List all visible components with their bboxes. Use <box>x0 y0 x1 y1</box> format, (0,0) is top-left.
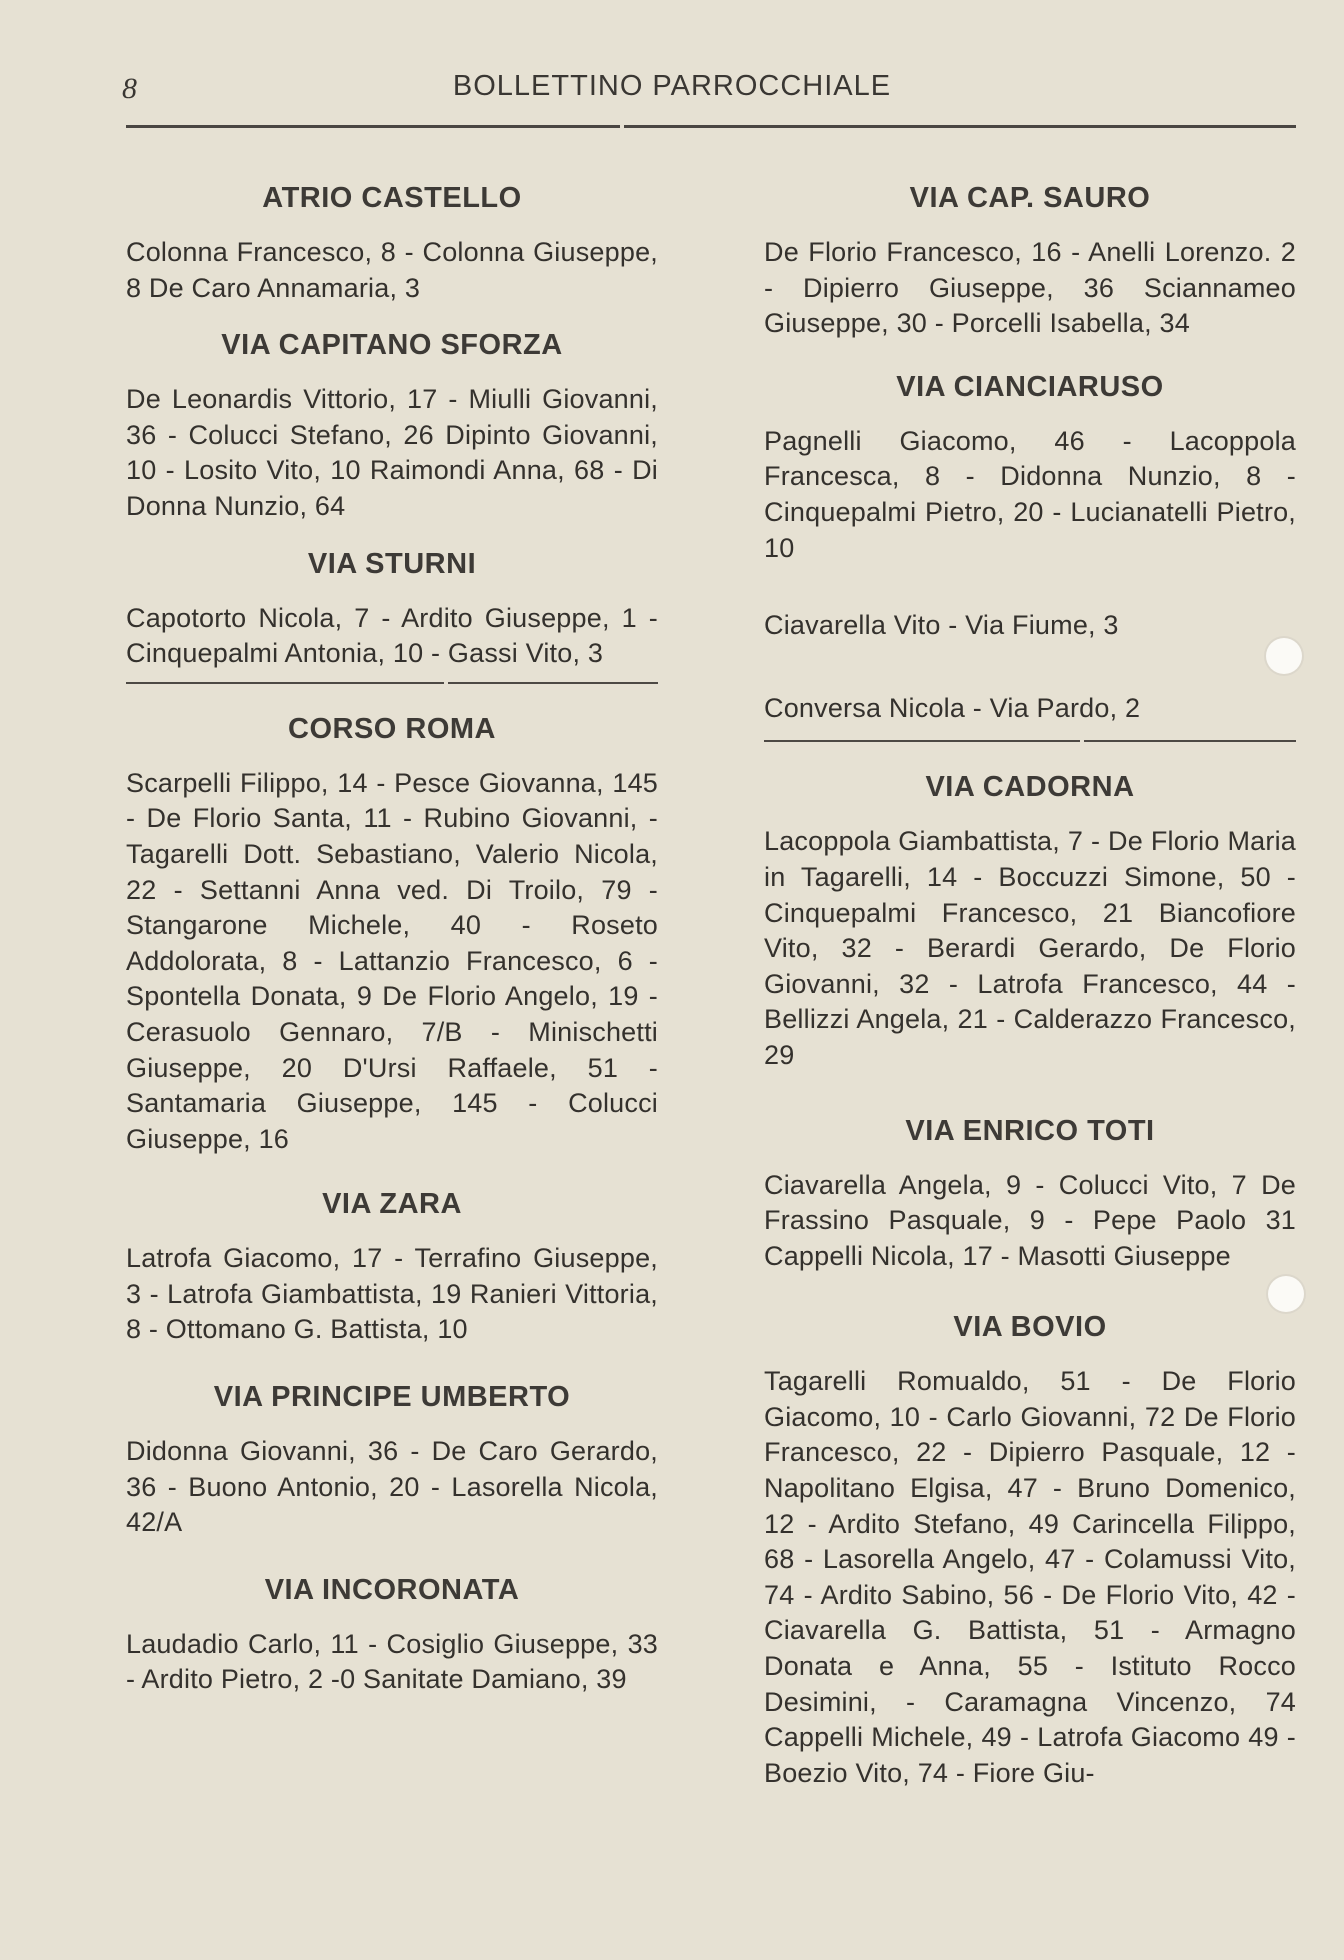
resident-list: Capotorto Nicola, 7 - Ardito Giuseppe, 1 - Cinquepalmi Antonia, 10 - Gassi Vito, 3 <box>126 602 658 669</box>
section-via-bovio <box>764 1304 1296 1791</box>
resident-list: Colonna Francesco, 8 - Colonna Giuseppe, 8 De Caro Annamaria, 3 <box>126 237 658 303</box>
resident-list: Pagnelli Giacomo, 46 - Lacoppola Francesca, 8 - Didonna Nunzio, 8 - Cinquepalmi Pietro, 20 - Lucianatelli Pietro, 10 <box>764 425 1296 563</box>
resident-list: Laudadio Carlo, 11 - Cosiglio Giuseppe, 33 - Ardito Pietro, 2 -0 Sanitate Damiano, 39 <box>126 1628 658 1695</box>
section-atrio-castello <box>126 175 658 306</box>
address-line: Ciavarella Vito - Via Fiume, 3 <box>764 610 1119 641</box>
resident-list: De Leonardis Vittorio, 17 - Miulli Giovanni, 36 - Colucci Stefano, 26 Dipinto Giovanni, 10 - Losito Vito, 10 Raimondi Anna, 68 - Di Donna Nunzio, 64 <box>126 384 658 521</box>
punch-hole <box>1266 638 1302 674</box>
resident-list: Ciavarella Angela, 9 - Colucci Vito, 7 De Frassino Pasquale, 9 - Pepe Paolo 31 Cappelli Nicola, 17 - Masotti Giuseppe <box>764 1169 1296 1271</box>
header-rule-left <box>126 125 620 128</box>
street-heading: VIA INCORONATA <box>264 1573 520 1606</box>
resident-list: Scarpelli Filippo, 14 - Pesce Giovanna, 145 - De Florio Santa, 11 - Rubino Giovanni, - Tagarelli Dott. Sebastiano, Valerio Nicola, 22 - Settanni Anna ved. Di Troilo, 79 - Stangarone Michele, 40 - Roseto Addolorata, 8 - Lattanzio Francesco, 6 - Spontella Donata, 9 De Florio Angelo, 19 - Cerasuolo Gennaro, 7/B - Minischetti Giuseppe, 20 D'Ursi Raffaele, 51 - Santamaria Giuseppe, 145 - Colucci Giuseppe, 16 <box>126 767 658 1154</box>
street-heading: CORSO ROMA <box>288 712 496 745</box>
section-divider <box>126 682 658 684</box>
street-heading: VIA BOVIO <box>953 1311 1107 1344</box>
section-via-capitano-sforza <box>126 322 658 524</box>
street-heading: VIA CIANCIARUSO <box>896 370 1164 403</box>
section-via-zara <box>126 1181 658 1348</box>
resident-list: Latrofa Giacomo, 17 - Terrafino Giuseppe, 3 - Latrofa Giambattista, 19 Ranieri Vittoria, 8 - Ottomano G. Battista, 10 <box>126 1243 658 1345</box>
address-line: Conversa Nicola - Via Pardo, 2 <box>764 692 1141 723</box>
section-via-enrico-toti <box>764 1108 1296 1275</box>
street-heading: VIA CADORNA <box>925 771 1135 804</box>
resident-list: De Florio Francesco, 16 - Anelli Lorenzo. 2 - Dipierro Giuseppe, 36 Sciannameo Giuseppe, 30 - Porcelli Isabella, 34 <box>764 237 1296 339</box>
left-column <box>126 175 658 1698</box>
street-heading: VIA CAP. SAURO <box>909 182 1151 214</box>
section-via-incoronata <box>126 1567 658 1698</box>
running-head: BOLLETTINO PARROCCHIALE <box>452 70 892 102</box>
street-heading: ATRIO CASTELLO <box>262 182 522 214</box>
street-heading: VIA STURNI <box>307 547 477 580</box>
resident-list: Didonna Giovanni, 36 - De Caro Gerardo, 36 - Buono Antonio, 20 - Lasorella Nicola, 42/A <box>126 1436 658 1538</box>
section-via-principe-umberto <box>126 1374 658 1541</box>
section-divider <box>764 740 1296 742</box>
section-via-cadorna <box>764 764 1296 1073</box>
header-rule-right <box>624 125 1296 128</box>
section-corso-roma <box>126 706 658 1158</box>
street-heading: VIA PRINCIPE UMBERTO <box>213 1381 571 1414</box>
street-heading: VIA CAPITANO SFORZA <box>221 329 563 362</box>
section-via-cianciaruso <box>764 364 1296 566</box>
resident-list: Tagarelli Romualdo, 51 - De Florio Giacomo, 10 - Carlo Giovanni, 72 De Florio Francesco, 22 - Dipierro Pasquale, 12 - Napolitano Elgisa, 47 - Bruno Domenico, 12 - Ardito Stefano, 49 Carincella Filippo, 68 - Lasorella Angelo, 47 - Colamussi Vito, 74 - Ardito Sabino, 56 - De Florio Vito, 42 - Ciavarella G. Battista, 51 - Armagno Donata e Anna, 55 - Istituto Rocco Desimini, - Caramagna Vincenzo, 74 Cappelli Michele, 49 - Latrofa Giacomo 49 - Boezio Vito, 74 - Fiore Giu- <box>764 1366 1296 1788</box>
street-heading: VIA ENRICO TOTI <box>905 1114 1155 1147</box>
right-column <box>764 175 1296 1791</box>
section-via-cap-sauro <box>764 175 1296 342</box>
street-heading: VIA ZARA <box>322 1188 462 1221</box>
punch-hole <box>1268 1276 1304 1312</box>
resident-list: Lacoppola Giambattista, 7 - De Florio Maria in Tagarelli, 14 - Boccuzzi Simone, 50 - Cinquepalmi Francesco, 21 Biancofiore Vito, 32 - Berardi Gerardo, De Florio Giovanni, 32 - Latrofa Francesco, 44 - Bellizzi Angela, 21 - Calderazzo Francesco, 29 <box>764 826 1296 1070</box>
section-via-sturni <box>126 541 658 672</box>
section-misc-addresses <box>764 608 1296 726</box>
page-number: 8 <box>122 72 137 105</box>
